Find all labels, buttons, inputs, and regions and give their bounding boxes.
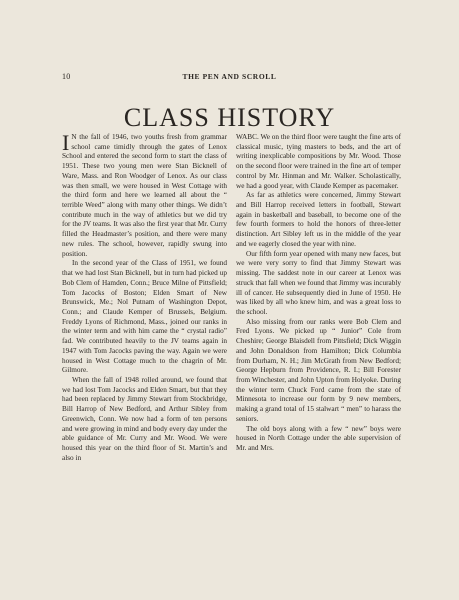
paragraph-4: WABC. We on the third floor were taught the fine arts of classical music, tying masters to beds, and the art of writing inexplicable compositions by Mr. Wood. Those on the second floor were trained in the fine art of temper control by Mr. Hinman and Mr. Walker. Scholastically, we had a good year, with Claude Kemper as pacemaker. (236, 133, 401, 190)
paragraph-2: In the second year of the Class of 1951, we found that we had lost Stan Bicknell, but in turn had picked up Bob Clem of Hamden, Conn.; Bruce Milne of Pittsfield; Tom Jacocks of Boston; Elden Smart of New Brunswick, Me.; Nol Putnam of Washington Depot, Conn.; and Claude Kemper of Brussels, Belgium. Freddy Lyons of Richmond, Mass., joined our ranks in the winter term and with him came the “ crystal radio” fad. We contributed heavily to the JV teams again in 1947 with Tom Jacocks paving the way. Again we were housed in West Cottage much to the chagrin of Mr. Gilmore. (62, 259, 227, 375)
left-column (62, 130, 227, 463)
paragraph-1-text: N the fall of 1946, two youths fresh from grammar school came timidly through the gates of Lenox School and entered the second form to start the class of 1951. These two young men were Stan Bicknell of Ware, Mass. and Ron Woodger of Lenox. As our class was then small, we were housed in West Cottage with the third form and here we learned all about the “ terrible Weed” along with many other things. We didn’t contribute much in the way of athletics but we did try for the JV teams. It was also the first year that Mr. Curry filled the Headmaster’s position, and there were many new rules. The school, however, rapidly swung into position. (62, 133, 227, 258)
paragraph-1 (62, 130, 227, 259)
paragraph-8: The old boys along with a few “ new” boys were housed in North Cottage under the able supervision of Mr. and Mrs. (236, 424, 401, 452)
running-head: THE PEN AND SCROLL (182, 72, 277, 81)
page-number: 10 (62, 72, 71, 81)
paragraph-7: Also missing from our ranks were Bob Clem and Fred Lyons. We picked up “ Junior” Cole from Cheshire; George Blaisdell from Pittsfield; Dick Wiggin and John Donaldson from Hamilton; Dick Columbia from Durham, N. H.; Jim McGrath from New Bedford; George Hepburn from Providence, R. I.; Bill Forester from Winchester, and John Upton from Holyoke. During the winter term Chuck Ford came from the state of Minnesota to increase our form by 9 new members, making a grand total of 15 stalwart “ men” to harass the seniors. (236, 317, 401, 423)
article-title: CLASS HISTORY (123, 103, 336, 132)
paragraph-5: As far as athletics were concerned, Jimmy Stewart and Bill Harrop received letters in football, Stewart again in basketball and baseball, to become one of the few fourth formers to hold the honors of three-letter distinction. Art Sibley left us in the middle of the year and we eagerly closed the year with nine. (236, 191, 401, 248)
paragraph-3: When the fall of 1948 rolled around, we found that we had lost Tom Jacocks and Elden Smart, but that they had been replaced by Jimmy Stewart from Stockbridge, Bill Harrop of New Bedford, and Arthur Sibley from Greenwich, Conn. We now had a form of ten persons and were growing in mind and body every day under the able guidance of Mr. Curry and Mr. Wood. We were housed this year on the third floor of St. Martin’s and also in (62, 375, 227, 462)
drop-cap: I (62, 130, 70, 155)
paragraph-6: Our fifth form year opened with many new faces, but we were very sorry to find that Jimmy Stewart was missing. The saddest note in our career at Lenox was struck that fall when we found that Jimmy was incurably ill of cancer. He subsequently died in June of 1950. He was liked by all who knew him, and was a great loss to the school. (236, 249, 401, 316)
right-column (236, 133, 401, 454)
